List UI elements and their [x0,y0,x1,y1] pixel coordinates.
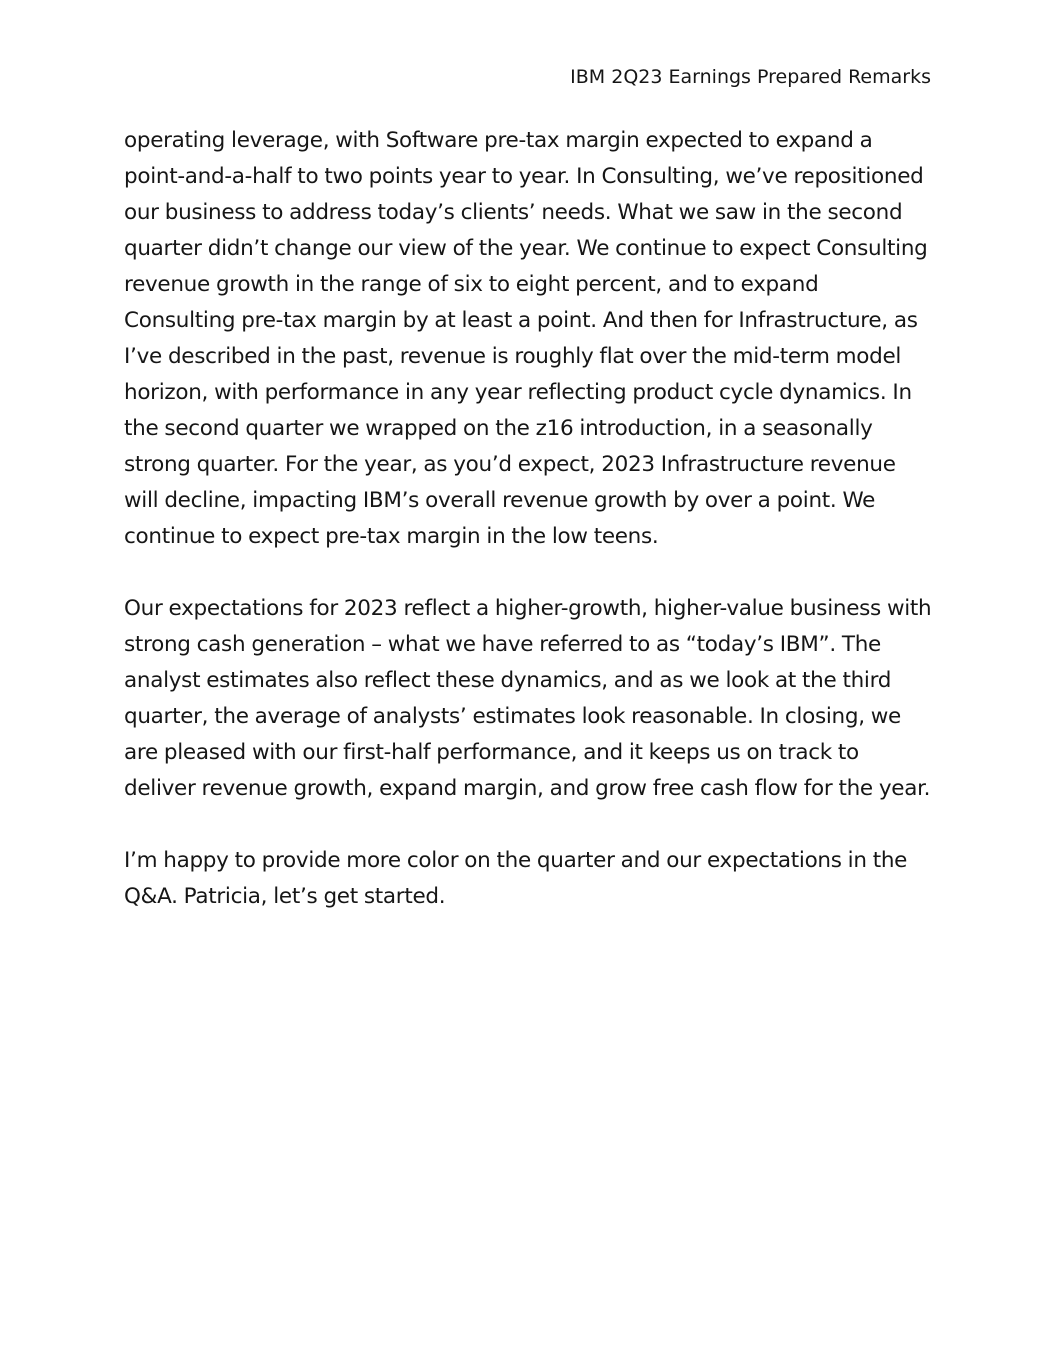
paragraph: Our expectations for 2023 reflect a higher-growth, higher-value business with strong cash generation – what we have referred to as “today’s IBM”. The analyst estimates also reflect these dynamics, and as we look at the third quarter, the average of analysts’ estimates look reasonable. In closing, we are pleased with our first-half performance, and it keeps us on track to deliver revenue growth, expand margin, and grow free cash flow for the year. [124,596,932,801]
paragraph: operating leverage, with Software pre-tax margin expected to expand a point-and-a-half to two points year to year. In Consulting, we’ve repositioned our business to address today’s clients’ needs. What we saw in the second quarter didn’t change our view of the year. We continue to expect Consulting revenue growth in the range of six to eight percent, and to expand Consulting pre-tax margin by at least a point. And then for Infrastructure, as I’ve described in the past, revenue is roughly flat over the mid-term model horizon, with performance in any year reflecting product cycle dynamics. In the second quarter we wrapped on the z16 introduction, in a seasonally strong quarter. For the year, as you’d expect, 2023 Infrastructure revenue will decline, impacting IBM’s overall revenue growth by over a point. We continue to expect pre-tax margin in the low teens. [124,128,928,549]
paragraph: I’m happy to provide more color on the quarter and our expectations in the Q&A. Patricia, let’s get started. [124,848,908,909]
page-header: IBM 2Q23 Earnings Prepared Remarks [570,66,931,88]
document-body [124,123,932,915]
